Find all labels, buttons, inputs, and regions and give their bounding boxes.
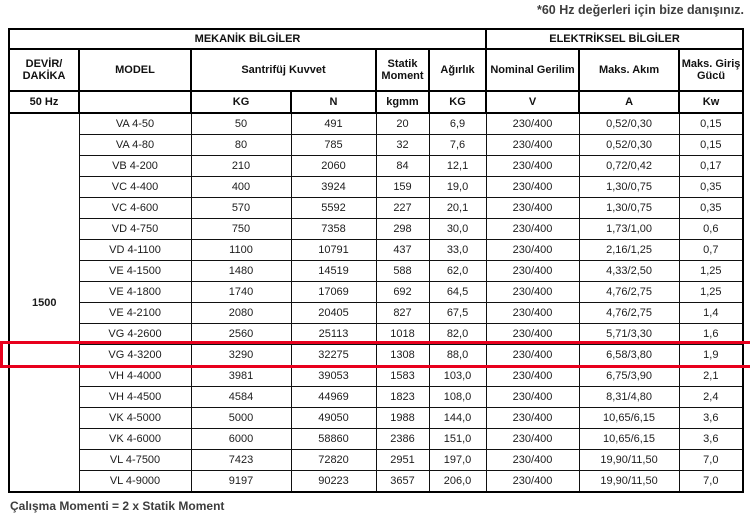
cell-static-moment: 2386 bbox=[376, 429, 429, 450]
cell-current: 1,30/0,75 bbox=[579, 198, 679, 219]
table-row bbox=[9, 261, 743, 282]
cell-force-n: 785 bbox=[291, 135, 376, 156]
cell-power: 1,25 bbox=[679, 282, 743, 303]
cell-weight: 64,5 bbox=[429, 282, 486, 303]
cell-static-moment: 3657 bbox=[376, 471, 429, 493]
cell-static-moment: 692 bbox=[376, 282, 429, 303]
cell-model: VE 4-2100 bbox=[79, 303, 191, 324]
cell-weight: 197,0 bbox=[429, 450, 486, 471]
cell-power: 0,15 bbox=[679, 135, 743, 156]
unit-current: A bbox=[579, 91, 679, 113]
cell-power: 1,6 bbox=[679, 324, 743, 345]
frequency-note: *60 Hz değerleri için bize danışınız. bbox=[536, 3, 744, 17]
cell-model: VE 4-1500 bbox=[79, 261, 191, 282]
table-row bbox=[9, 366, 743, 387]
cell-power: 0,6 bbox=[679, 219, 743, 240]
cell-voltage: 230/400 bbox=[486, 240, 579, 261]
table-row bbox=[9, 156, 743, 177]
cell-force-n: 90223 bbox=[291, 471, 376, 493]
cell-static-moment: 437 bbox=[376, 240, 429, 261]
cell-static-moment: 20 bbox=[376, 113, 429, 135]
col-header-max-current: Maks. Akım bbox=[579, 49, 679, 91]
cell-weight: 144,0 bbox=[429, 408, 486, 429]
cell-weight: 151,0 bbox=[429, 429, 486, 450]
section-header-mechanical: MEKANİK BİLGİLER bbox=[9, 29, 486, 49]
cell-voltage: 230/400 bbox=[486, 113, 579, 135]
spec-table bbox=[8, 28, 744, 493]
cell-current: 19,90/11,50 bbox=[579, 450, 679, 471]
cell-power: 7,0 bbox=[679, 471, 743, 493]
cell-force-n: 49050 bbox=[291, 408, 376, 429]
cell-power: 0,35 bbox=[679, 198, 743, 219]
cell-power: 7,0 bbox=[679, 450, 743, 471]
cell-model: VK 4-6000 bbox=[79, 429, 191, 450]
cell-model: VD 4-1100 bbox=[79, 240, 191, 261]
cell-weight: 82,0 bbox=[429, 324, 486, 345]
table-row bbox=[9, 387, 743, 408]
cell-model: VG 4-2600 bbox=[79, 324, 191, 345]
cell-static-moment: 1308 bbox=[376, 345, 429, 366]
cell-current: 10,65/6,15 bbox=[579, 429, 679, 450]
unit-frequency: 50 Hz bbox=[9, 91, 79, 113]
cell-static-moment: 588 bbox=[376, 261, 429, 282]
cell-force-kg: 1740 bbox=[191, 282, 291, 303]
cell-voltage: 230/400 bbox=[486, 345, 579, 366]
cell-force-kg: 1480 bbox=[191, 261, 291, 282]
cell-force-n: 3924 bbox=[291, 177, 376, 198]
cell-model: VC 4-600 bbox=[79, 198, 191, 219]
cell-static-moment: 298 bbox=[376, 219, 429, 240]
unit-force-n: N bbox=[291, 91, 376, 113]
cell-weight: 108,0 bbox=[429, 387, 486, 408]
col-header-static-moment: Statik Moment bbox=[376, 49, 429, 91]
cell-force-kg: 570 bbox=[191, 198, 291, 219]
cell-current: 2,16/1,25 bbox=[579, 240, 679, 261]
cell-power: 1,4 bbox=[679, 303, 743, 324]
cell-model: VL 4-9000 bbox=[79, 471, 191, 493]
table-row bbox=[9, 177, 743, 198]
cell-current: 0,72/0,42 bbox=[579, 156, 679, 177]
cell-static-moment: 2951 bbox=[376, 450, 429, 471]
cell-static-moment: 827 bbox=[376, 303, 429, 324]
unit-voltage: V bbox=[486, 91, 579, 113]
cell-force-kg: 5000 bbox=[191, 408, 291, 429]
cell-model: VA 4-50 bbox=[79, 113, 191, 135]
cell-weight: 30,0 bbox=[429, 219, 486, 240]
table-body bbox=[9, 113, 743, 492]
cell-weight: 12,1 bbox=[429, 156, 486, 177]
table-row bbox=[9, 429, 743, 450]
cell-force-n: 491 bbox=[291, 113, 376, 135]
working-moment-note: Çalışma Momenti = 2 x Statik Moment bbox=[10, 499, 225, 513]
cell-force-n: 10791 bbox=[291, 240, 376, 261]
cell-model: VL 4-7500 bbox=[79, 450, 191, 471]
rpm-value-cell: 1500 bbox=[9, 113, 79, 492]
cell-power: 1,25 bbox=[679, 261, 743, 282]
cell-voltage: 230/400 bbox=[486, 177, 579, 198]
cell-model: VH 4-4500 bbox=[79, 387, 191, 408]
units-row bbox=[9, 91, 743, 113]
cell-power: 2,1 bbox=[679, 366, 743, 387]
cell-force-kg: 3981 bbox=[191, 366, 291, 387]
cell-static-moment: 32 bbox=[376, 135, 429, 156]
unit-weight: KG bbox=[429, 91, 486, 113]
cell-weight: 103,0 bbox=[429, 366, 486, 387]
cell-static-moment: 1018 bbox=[376, 324, 429, 345]
cell-voltage: 230/400 bbox=[486, 366, 579, 387]
table-row bbox=[9, 219, 743, 240]
cell-current: 4,33/2,50 bbox=[579, 261, 679, 282]
cell-weight: 206,0 bbox=[429, 471, 486, 493]
cell-static-moment: 227 bbox=[376, 198, 429, 219]
cell-current: 19,90/11,50 bbox=[579, 471, 679, 493]
cell-power: 0,15 bbox=[679, 113, 743, 135]
cell-force-n: 14519 bbox=[291, 261, 376, 282]
table-row bbox=[9, 324, 743, 345]
cell-voltage: 230/400 bbox=[486, 303, 579, 324]
cell-current: 4,76/2,75 bbox=[579, 282, 679, 303]
table-row bbox=[9, 450, 743, 471]
cell-current: 1,73/1,00 bbox=[579, 219, 679, 240]
cell-voltage: 230/400 bbox=[486, 429, 579, 450]
cell-force-kg: 2080 bbox=[191, 303, 291, 324]
unit-power: Kw bbox=[679, 91, 743, 113]
cell-model: VG 4-3200 bbox=[79, 345, 191, 366]
cell-model: VE 4-1800 bbox=[79, 282, 191, 303]
cell-force-n: 5592 bbox=[291, 198, 376, 219]
cell-current: 6,58/3,80 bbox=[579, 345, 679, 366]
cell-model: VC 4-400 bbox=[79, 177, 191, 198]
cell-force-n: 25113 bbox=[291, 324, 376, 345]
cell-force-n: 17069 bbox=[291, 282, 376, 303]
unit-force-kg: KG bbox=[191, 91, 291, 113]
cell-force-kg: 3290 bbox=[191, 345, 291, 366]
table-row bbox=[9, 198, 743, 219]
section-header-electrical: ELEKTRİKSEL BİLGİLER bbox=[486, 29, 743, 49]
cell-force-n: 44969 bbox=[291, 387, 376, 408]
cell-power: 3,6 bbox=[679, 429, 743, 450]
table-row bbox=[9, 240, 743, 261]
cell-static-moment: 84 bbox=[376, 156, 429, 177]
cell-weight: 88,0 bbox=[429, 345, 486, 366]
cell-static-moment: 159 bbox=[376, 177, 429, 198]
cell-force-n: 72820 bbox=[291, 450, 376, 471]
cell-force-n: 32275 bbox=[291, 345, 376, 366]
cell-force-n: 20405 bbox=[291, 303, 376, 324]
cell-static-moment: 1988 bbox=[376, 408, 429, 429]
col-header-nominal-voltage: Nominal Gerilim bbox=[486, 49, 579, 91]
cell-current: 10,65/6,15 bbox=[579, 408, 679, 429]
cell-voltage: 230/400 bbox=[486, 135, 579, 156]
table-row bbox=[9, 345, 743, 366]
cell-power: 0,7 bbox=[679, 240, 743, 261]
cell-force-kg: 4584 bbox=[191, 387, 291, 408]
cell-voltage: 230/400 bbox=[486, 219, 579, 240]
table-row bbox=[9, 282, 743, 303]
cell-power: 3,6 bbox=[679, 408, 743, 429]
table-row bbox=[9, 135, 743, 156]
cell-current: 0,52/0,30 bbox=[579, 113, 679, 135]
cell-force-kg: 50 bbox=[191, 113, 291, 135]
cell-current: 0,52/0,30 bbox=[579, 135, 679, 156]
cell-model: VB 4-200 bbox=[79, 156, 191, 177]
cell-weight: 19,0 bbox=[429, 177, 486, 198]
cell-force-kg: 210 bbox=[191, 156, 291, 177]
table-row bbox=[9, 303, 743, 324]
cell-force-n: 7358 bbox=[291, 219, 376, 240]
cell-force-kg: 6000 bbox=[191, 429, 291, 450]
unit-model-empty bbox=[79, 91, 191, 113]
cell-weight: 33,0 bbox=[429, 240, 486, 261]
table-row bbox=[9, 471, 743, 493]
cell-model: VD 4-750 bbox=[79, 219, 191, 240]
cell-force-kg: 9197 bbox=[191, 471, 291, 493]
table-row bbox=[9, 408, 743, 429]
cell-power: 0,35 bbox=[679, 177, 743, 198]
spec-table-wrapper bbox=[8, 28, 742, 493]
cell-voltage: 230/400 bbox=[486, 324, 579, 345]
cell-force-kg: 80 bbox=[191, 135, 291, 156]
cell-force-n: 39053 bbox=[291, 366, 376, 387]
cell-power: 2,4 bbox=[679, 387, 743, 408]
cell-weight: 62,0 bbox=[429, 261, 486, 282]
unit-static-moment: kgmm bbox=[376, 91, 429, 113]
cell-force-kg: 400 bbox=[191, 177, 291, 198]
cell-current: 1,30/0,75 bbox=[579, 177, 679, 198]
col-header-model: MODEL bbox=[79, 49, 191, 91]
cell-weight: 6,9 bbox=[429, 113, 486, 135]
column-header-row bbox=[9, 49, 743, 91]
cell-static-moment: 1583 bbox=[376, 366, 429, 387]
cell-voltage: 230/400 bbox=[486, 471, 579, 493]
cell-force-n: 58860 bbox=[291, 429, 376, 450]
cell-voltage: 230/400 bbox=[486, 387, 579, 408]
cell-force-kg: 750 bbox=[191, 219, 291, 240]
cell-model: VK 4-5000 bbox=[79, 408, 191, 429]
cell-current: 5,71/3,30 bbox=[579, 324, 679, 345]
cell-voltage: 230/400 bbox=[486, 261, 579, 282]
cell-voltage: 230/400 bbox=[486, 408, 579, 429]
cell-weight: 67,5 bbox=[429, 303, 486, 324]
cell-force-n: 2060 bbox=[291, 156, 376, 177]
col-header-weight: Ağırlık bbox=[429, 49, 486, 91]
cell-model: VA 4-80 bbox=[79, 135, 191, 156]
table-row bbox=[9, 113, 743, 135]
cell-voltage: 230/400 bbox=[486, 198, 579, 219]
col-header-max-input-power: Maks. Giriş Gücü bbox=[679, 49, 743, 91]
cell-model: VH 4-4000 bbox=[79, 366, 191, 387]
cell-force-kg: 7423 bbox=[191, 450, 291, 471]
cell-power: 1,9 bbox=[679, 345, 743, 366]
cell-force-kg: 2560 bbox=[191, 324, 291, 345]
section-header-row bbox=[9, 29, 743, 49]
col-header-rpm: DEVİR/ DAKİKA bbox=[9, 49, 79, 91]
cell-power: 0,17 bbox=[679, 156, 743, 177]
cell-weight: 20,1 bbox=[429, 198, 486, 219]
cell-current: 4,76/2,75 bbox=[579, 303, 679, 324]
cell-current: 6,75/3,90 bbox=[579, 366, 679, 387]
cell-force-kg: 1100 bbox=[191, 240, 291, 261]
col-header-centrifugal-force: Santrifüj Kuvvet bbox=[191, 49, 376, 91]
cell-current: 8,31/4,80 bbox=[579, 387, 679, 408]
cell-voltage: 230/400 bbox=[486, 282, 579, 303]
cell-voltage: 230/400 bbox=[486, 156, 579, 177]
cell-voltage: 230/400 bbox=[486, 450, 579, 471]
cell-weight: 7,6 bbox=[429, 135, 486, 156]
cell-static-moment: 1823 bbox=[376, 387, 429, 408]
